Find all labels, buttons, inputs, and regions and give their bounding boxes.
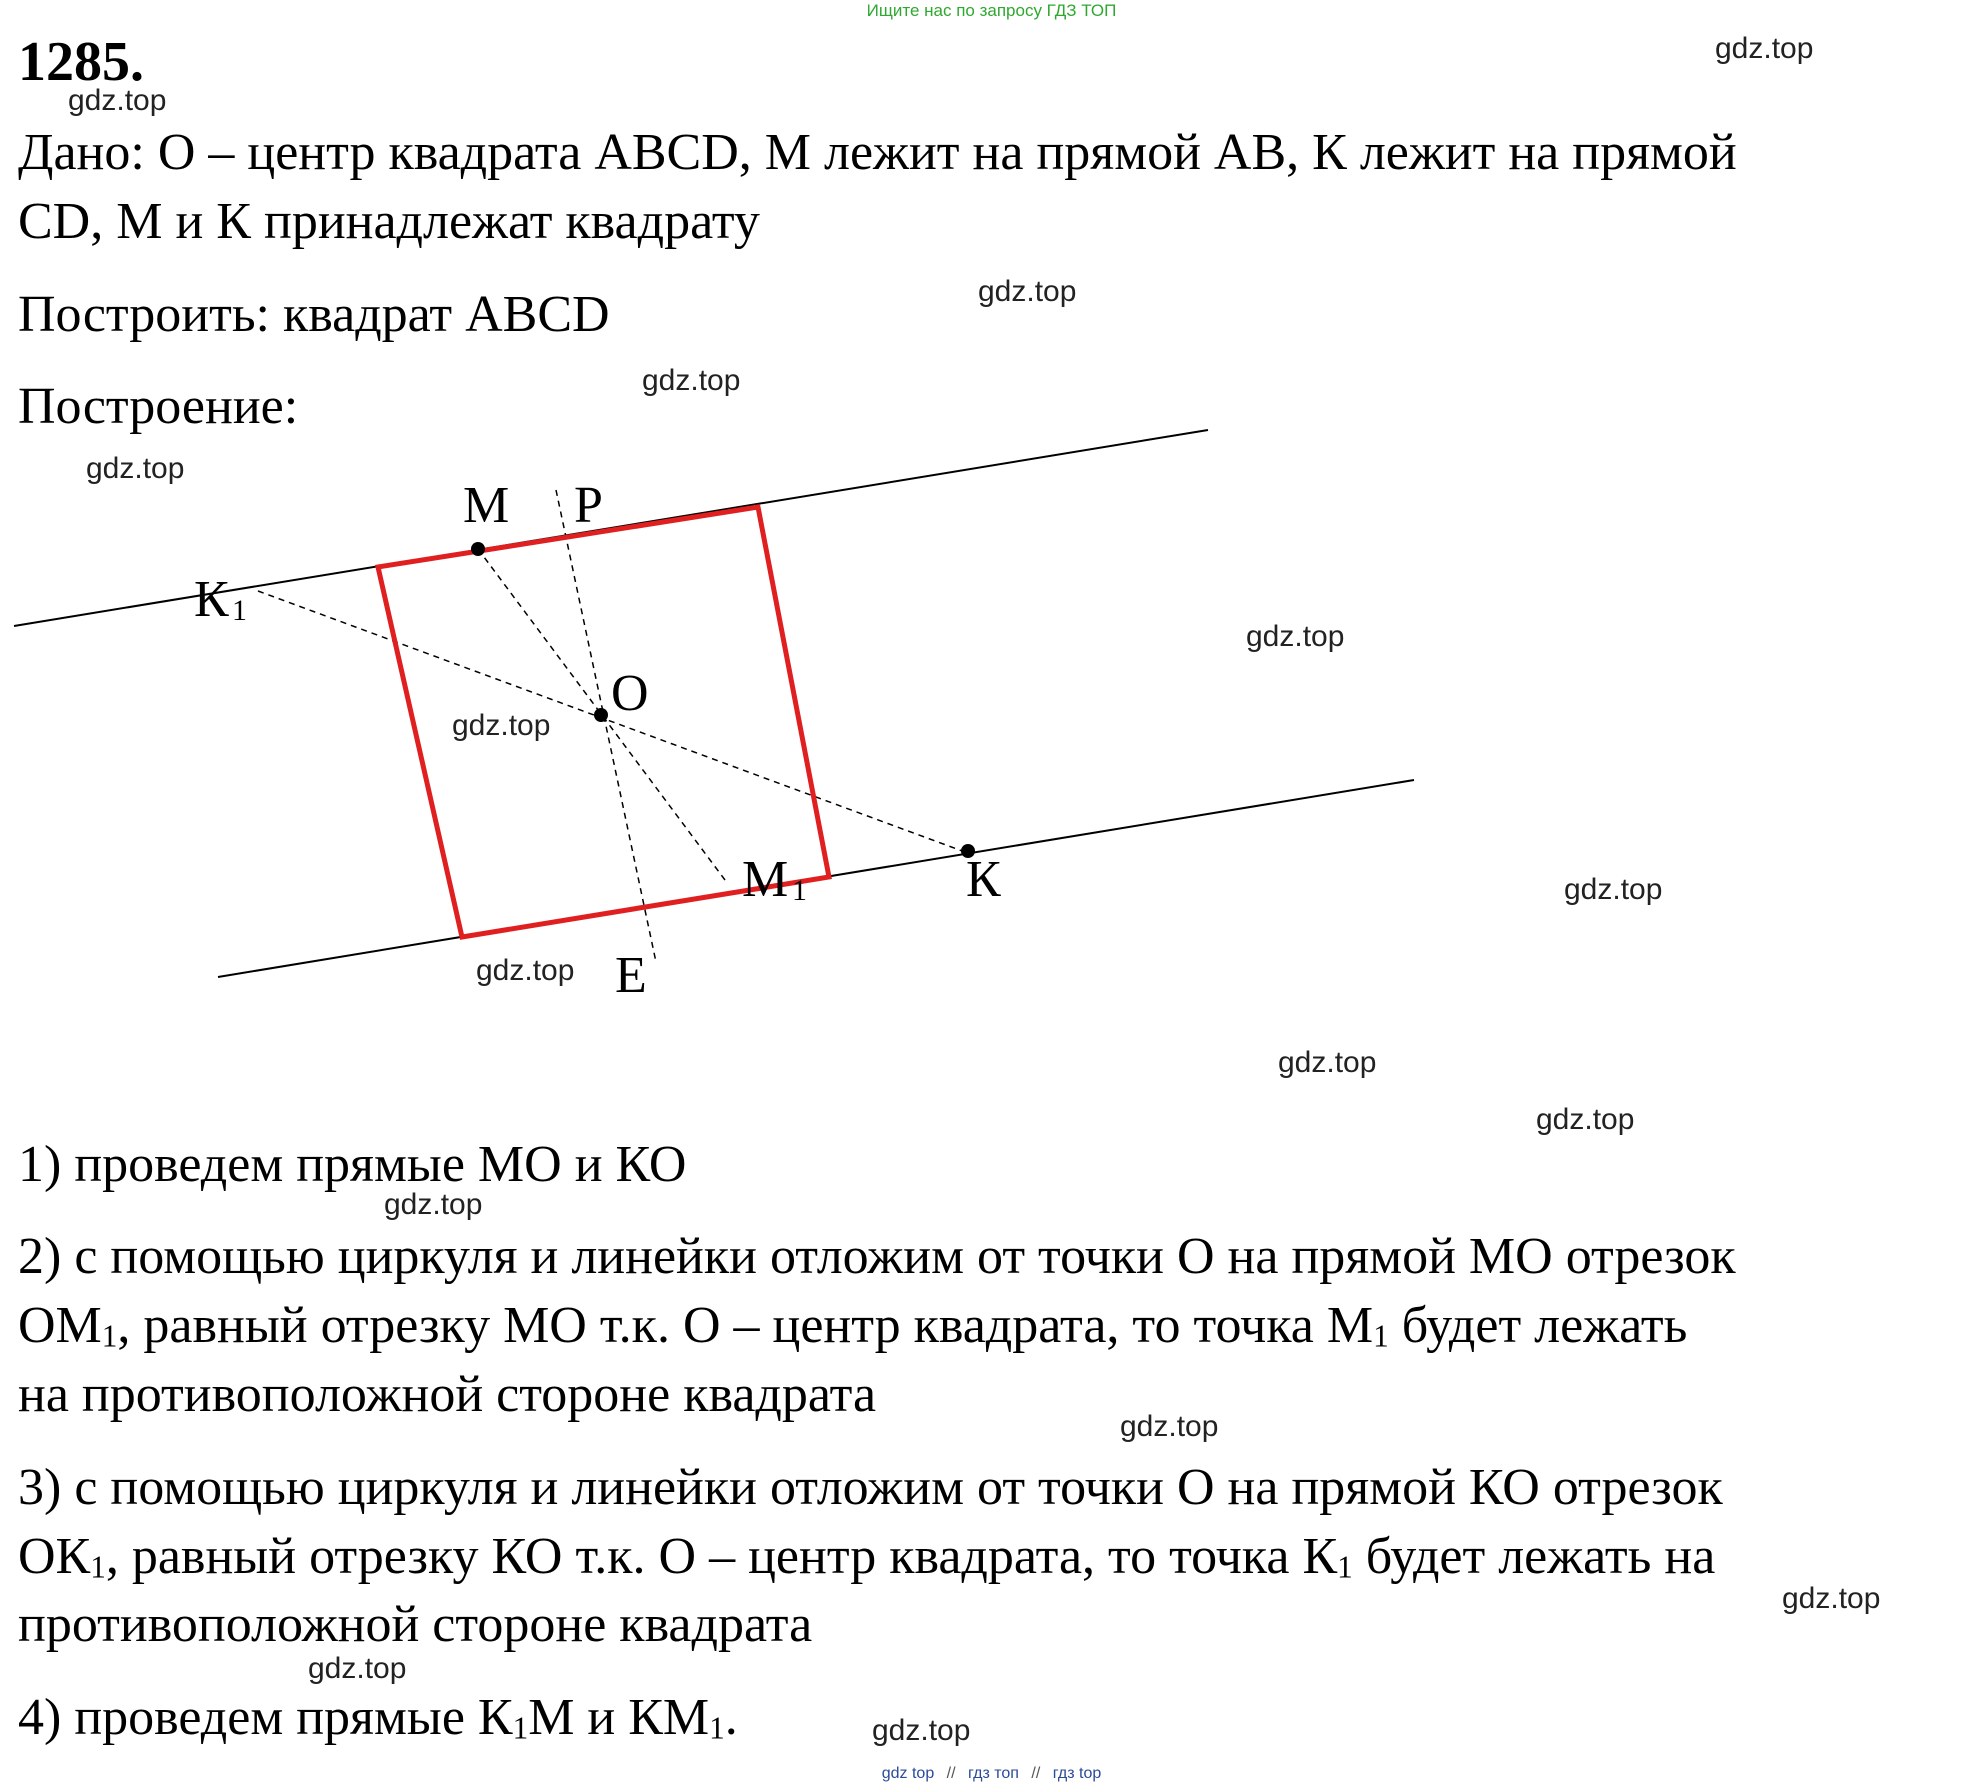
watermark: gdz.top <box>1564 873 1663 906</box>
watermark: gdz.top <box>1536 1103 1635 1136</box>
watermark: gdz.top <box>68 84 167 117</box>
footer-links <box>0 1765 1983 1783</box>
construction-figure <box>0 400 1450 1020</box>
problem-number: 1285. <box>18 31 144 93</box>
watermark: gdz.top <box>1715 32 1814 65</box>
step-1: 1) проведем прямые МО и КО <box>18 1136 687 1193</box>
given-line-2: CD, М и К принадлежат квадрату <box>18 193 760 250</box>
top-banner[interactable]: Ищите нас по запросу ГДЗ ТОП <box>866 1 1117 20</box>
label-p: P <box>574 477 603 534</box>
point-m <box>471 542 485 556</box>
watermark: gdz.top <box>1120 1410 1219 1443</box>
watermark: gdz.top <box>642 364 741 397</box>
footer-separator: // <box>946 1765 956 1782</box>
task-text: Построить: квадрат ABCD <box>18 286 610 343</box>
step-2-line-2: $ОМ_1$, равный отрезку МО т.к. О – центр квадрата, то точка $М_1$ будет лежать <box>18 1297 1688 1354</box>
watermark: gdz.top <box>1278 1046 1377 1079</box>
label-o: О <box>611 665 649 722</box>
label-m1: М <box>742 851 789 908</box>
watermark: gdz.top <box>978 275 1077 308</box>
watermark: gdz.top <box>1782 1582 1881 1615</box>
label-k: К <box>966 851 1001 908</box>
label-k1-sub: 1 <box>232 594 247 627</box>
watermark: gdz.top <box>384 1188 483 1221</box>
step-3-line-3: противоположной стороне квадрата <box>18 1596 813 1653</box>
construction-title: Построение: <box>18 378 299 435</box>
watermark: gdz.top <box>872 1714 971 1747</box>
given-line-1: Дано: О – центр квадрата ABCD, М лежит на прямой АВ, К лежит на прямой <box>18 124 1737 181</box>
watermark: gdz.top <box>308 1652 407 1685</box>
watermark: gdz.top <box>86 452 185 485</box>
step-3-line-1: 3) с помощью циркуля и линейки отложим от точки О на прямой КО отрезок <box>18 1459 1723 1516</box>
label-m1-sub: 1 <box>792 874 807 907</box>
watermark: gdz.top <box>1246 620 1345 653</box>
footer-link-3[interactable]: гдз top <box>1052 1765 1102 1782</box>
step-4: 4) проведем прямые $К_1М$ и $КМ_1$. <box>18 1689 738 1746</box>
footer-separator: // <box>1031 1765 1041 1782</box>
point-o <box>594 708 608 722</box>
footer-link-1[interactable]: gdz top <box>881 1765 935 1782</box>
step-3-line-2: $ОК_1$, равный отрезку КО т.к. О – центр квадрата, то точка $К_1$ будет лежать на <box>18 1528 1716 1585</box>
line-pe-dashed <box>556 490 656 962</box>
footer-link-2[interactable]: гдз топ <box>968 1765 1019 1782</box>
label-k1: К <box>194 571 229 628</box>
step-2-line-1: 2) с помощью циркуля и линейки отложим от точки О на прямой МО отрезок <box>18 1228 1736 1285</box>
label-e: Е <box>615 947 647 1004</box>
label-m: М <box>463 477 510 534</box>
step-2-line-3: на противоположной стороне квадрата <box>18 1366 877 1423</box>
watermark: gdz.top <box>452 709 551 742</box>
watermark: gdz.top <box>476 954 575 987</box>
